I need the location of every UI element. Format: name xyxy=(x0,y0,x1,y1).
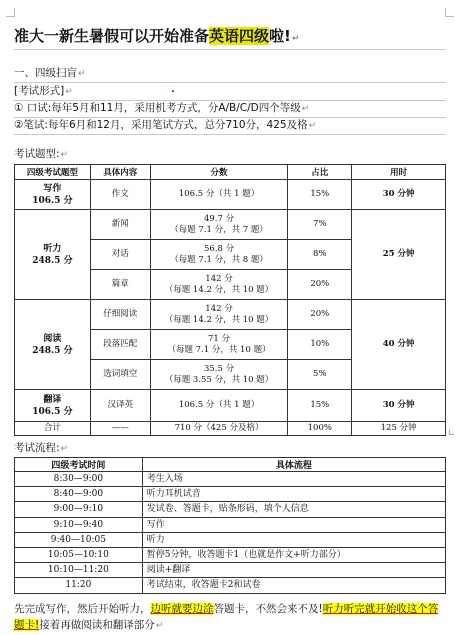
paragraph-mark-icon: ↵ xyxy=(291,34,300,44)
corner-mark-right xyxy=(445,8,454,17)
paragraph-mark-icon: ↵ xyxy=(78,69,86,79)
table-row-translation: 翻译 106.5 分 汉译英 106.5 分（共 1 题） 15% 30 分钟 xyxy=(15,390,446,422)
paragraph-mark-icon: ↵ xyxy=(60,444,69,454)
item-oral: ① 口试:每年5月和11月，采用机考方式，分A/B/C/D四个等级↵ xyxy=(14,101,446,118)
tip-paragraph: 先完成写作，然后开始听力，边听就要边涂答题卡，不然会来不及!听力听完就开始收这个答题卡!接着再做阅读和翻译部分↵ xyxy=(14,603,439,631)
exam-type-table xyxy=(14,164,446,436)
table-row: 9:40—10:05 听力 xyxy=(15,532,446,547)
table-row: 11:20 考试结束，收答题卡2和试卷 xyxy=(15,578,446,593)
paragraph-mark-icon: ↵ xyxy=(60,150,69,160)
item-written: ②笔试:每年6月和12月，采用笔试方式，总分710分，425及格↵ xyxy=(14,118,446,135)
flow-label: 考试流程:↵ xyxy=(14,441,446,458)
table-row-reading-careful: 阅读 248.5 分 仔细阅读 142 分 （每题 14.2 分，共 10 题） 20% 40 分钟 xyxy=(15,300,446,330)
paragraph-mark-icon: ↵ xyxy=(155,621,164,631)
form-label: [考试形式]↵ xyxy=(14,84,446,101)
section-reading: 阅读 248.5 分 xyxy=(15,300,91,390)
corner-mark-left xyxy=(6,8,15,17)
paragraph-mark-icon: ↵ xyxy=(65,87,73,97)
section-heading-1: 一、四级扫盲↵ xyxy=(14,66,446,83)
title-highlight: 英语四级 xyxy=(209,27,270,45)
title-text-end: 啦! xyxy=(269,27,291,45)
table-row: 8:40—9:00 听力耳机试音 xyxy=(15,487,446,502)
table-row-total: 合计 —— 710 分（425 分及格） 100% 125 分钟 xyxy=(15,422,446,436)
table-header-row: 四级考试题型 具体内容 分数 占比 用时 xyxy=(15,165,446,180)
section-writing: 写作 106.5 分 xyxy=(15,180,91,210)
exam-flow-table xyxy=(14,457,446,594)
document-title xyxy=(14,26,446,50)
section-listening: 听力 248.5 分 xyxy=(15,210,91,300)
table-row: 9:10—9:40 写作 xyxy=(15,517,446,532)
table-row-reading-matching: 段落匹配 71 分 （每题 7.1 分，共 10 题） 10% xyxy=(15,330,446,360)
highlight-tip-2: 听力听完就开始收这个答题卡! xyxy=(14,603,439,631)
table-header-row: 四级考试时间 具体流程 xyxy=(15,458,446,472)
table-end-mark xyxy=(449,430,454,435)
question-types-label: 考试题型:↵ xyxy=(14,148,69,160)
table-row-listening-dialogue: 对话 56.8 分 （每题 7.1 分，共 8 题） 8% xyxy=(15,240,446,270)
table-row: 10:05—10:10 暂停5分钟，收答题卡1（也就是作文+听力部分） xyxy=(15,547,446,562)
table-row-listening-passage: 篇章 142 分 （每题 14.2 分，共 10 题） 20% xyxy=(15,270,446,300)
table-row: 9:00—9:10 发试卷、答题卡，贴条形码，填个人信息 xyxy=(15,502,446,517)
table-row: 8:30—9:00 考生入场 xyxy=(15,472,446,487)
table-row: 10:10—11:20 阅读+翻译 xyxy=(15,563,446,578)
table-row-listening-news: 听力 248.5 分 新闻 49.7 分 （每题 7.1 分，共 7 题） 7% 25 分钟 xyxy=(15,210,446,240)
highlight-tip-1: 边听就要边涂 xyxy=(150,603,214,615)
table-row-writing: 写作 106.5 分 作文 106.5 分（共 1 题） 15% 30 分钟 xyxy=(15,180,446,210)
title-text-start: 准大一新生暑假可以开始准备 xyxy=(14,27,210,45)
paragraph-mark-icon: ↵ xyxy=(301,104,310,114)
section-translation: 翻译 106.5 分 xyxy=(15,390,91,422)
paragraph-mark-icon: ↵ xyxy=(308,121,317,131)
table-row-reading-cloze: 选词填空 35.5 分 （每题 3.55 分，共 10 题） 5% xyxy=(15,360,446,390)
